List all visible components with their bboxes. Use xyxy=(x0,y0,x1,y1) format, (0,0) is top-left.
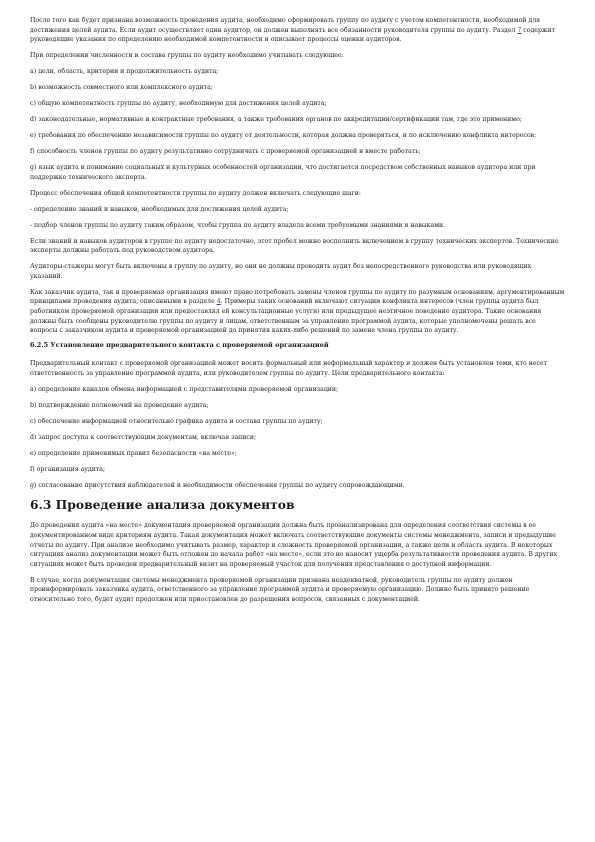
paragraph-member-replacement: Как заказчик аудита, так и проверяемая организация имеют право потребовать замены членов группы по аудиту по разумным основаниям, аргументированным принципами проведения аудита, описанными в разделе 4. Примеры таких оснований включают ситуации конфликта интересов (член группы аудита был работником проверяемой организации или предоставлял ей консультационные услуги) или предыдущее неэтичное поведение аудитора. Такие основания должны быть сообщены руководителю группы по аудиту и лицам, ответственным за управление программой аудита, которые уполномочены решать все вопросы с заказчиком аудита и проверяемой организацией до принятия каких-либо решений по замене члена группы по аудиту. xyxy=(30,288,565,335)
list-item: d) законодательные, нормативные и контрактные требования, а также требования органов по аккредитации/сертификации там, где это применимо; xyxy=(30,116,522,124)
paragraph-team-formation: После того как будет признана возможность проведения аудита, необходимо сформировать группу по аудиту с учетом компетентности, необходимой для достижения целей аудита. Если аудит осуществляет один аудитор, он должен выполнять все обязанности руководителя группы по аудиту. Раздел 7 содержит руководящие указания по определению необходимой компетентности и описывает процессы оценки аудиторов. xyxy=(30,17,556,44)
list-item: e) требования по обеспечению независимости группы по аудиту от деятельности, которая должна проверяться, и по исключению конфликта интересов; xyxy=(30,132,537,140)
list-item: c) общую компетентность группы по аудиту, необходимую для достижения целей аудита; xyxy=(30,100,327,108)
list-item: d) запрос доступа к соответствующим документам, включая записи; xyxy=(30,433,257,441)
paragraph-trainee-auditors: Аудиторы-стажеры могут быть включены в группу по аудиту, но они не должны проводить аудит без непосредственного руководства или руководящих указаний. xyxy=(30,263,532,280)
list-item: b) возможность совместного или комплексного аудита; xyxy=(30,84,213,92)
section-heading: 6.3 Проведение анализа документов xyxy=(30,497,295,513)
list-item: a) цели, область, критерии и продолжительность аудита; xyxy=(30,68,219,76)
paragraph-initial-contact: Предварительный контакт с проверяемой организацией может носить формальный или неформальный характер и должен быть установлен теми, кто несет ответственность за управление программой аудита, или руководителем группы по аудиту. Цели предварительного контакта: xyxy=(30,360,547,377)
paragraph-document-review: До проведения аудита «на месте» документация проверяемой организации должна быть проанализирована для определения соответствия системы в ее документированном виде критериям аудита. Такая документация может включать соответствующие документы системы менеджмента, записи и предыдущие отчеты по аудиту. При анализе необходимо учитывать размер, характер и сложность проверяемой организации, а также цели и область аудита. В некоторых ситуациях анализ документации может быть отложен до начала работ «на месте», если это не наносит ущерба результативности проведения аудита. В других ситуациях может быть проведен предварительный визит на проверяемый участок для получения представления о доступной информации. xyxy=(30,522,558,568)
paragraph-team-size-intro: При определении численности и состава группы по аудиту необходимо учитывать следующее: xyxy=(30,52,344,60)
list-item: a) определение каналов обмена информацией с представителями проверяемой организации; xyxy=(30,385,339,393)
paragraph-inadequate-documentation: В случае, когда документация системы менеджмента проверяемой организации признана неадекватной, руководитель группы по аудиту должен проинформировать заказчика аудита, ответственного за управление программой аудита и проверяемую организацию. Должно быть принято решение относительно того, будет аудит продолжен или приостановлен до разрешения вопросов, связанных с документацией. xyxy=(30,576,530,603)
list-item: f) организация аудита; xyxy=(30,465,106,473)
list-item: g) язык аудита и понимание социальных и культурных особенностей организации, что достигается посредством собственных навыков аудитора или при поддержке технического эксперта. xyxy=(30,164,536,181)
section-7-link[interactable]: 7 xyxy=(517,26,522,34)
section-4-link[interactable]: 4 xyxy=(216,298,221,306)
list-item: g) согласование присутствия наблюдателей и необходимости обеспечения группы по аудиту сопровождающими. xyxy=(30,481,405,489)
list-item: b) подтверждение полномочий на проведение аудита; xyxy=(30,401,209,409)
list-item: f) способность членов группы по аудиту результативно сотрудничать с проверяемой организацией и вместе работать; xyxy=(30,148,421,156)
paragraph-competence-steps: Процесс обеспечения общей компетентности группы по аудиту должен включать следующие шаги: xyxy=(30,189,361,197)
list-item: - определение знаний и навыков, необходимых для достижения целей аудита; xyxy=(30,205,289,213)
list-item: c) обеспечение информацией относительно графика аудита и состава группы по аудиту; xyxy=(30,417,323,425)
list-item: e) определение применимых правил безопасности «на месте»; xyxy=(30,449,237,457)
list-item: - подбор членов группы по аудиту таким образом, чтобы группа по аудиту владела всеми требуемыми знаниями и навыками. xyxy=(30,221,446,229)
paragraph-technical-experts: Если знаний и навыков аудиторов в группе по аудиту недостаточно, этот пробел можно восполнить включением в группу технических экспертов. Технические эксперты должны работать под руководством аудитора. xyxy=(30,237,559,255)
subsection-heading: 6.2.5 Установление предварительного контакта с проверяемой организацией xyxy=(30,340,329,349)
